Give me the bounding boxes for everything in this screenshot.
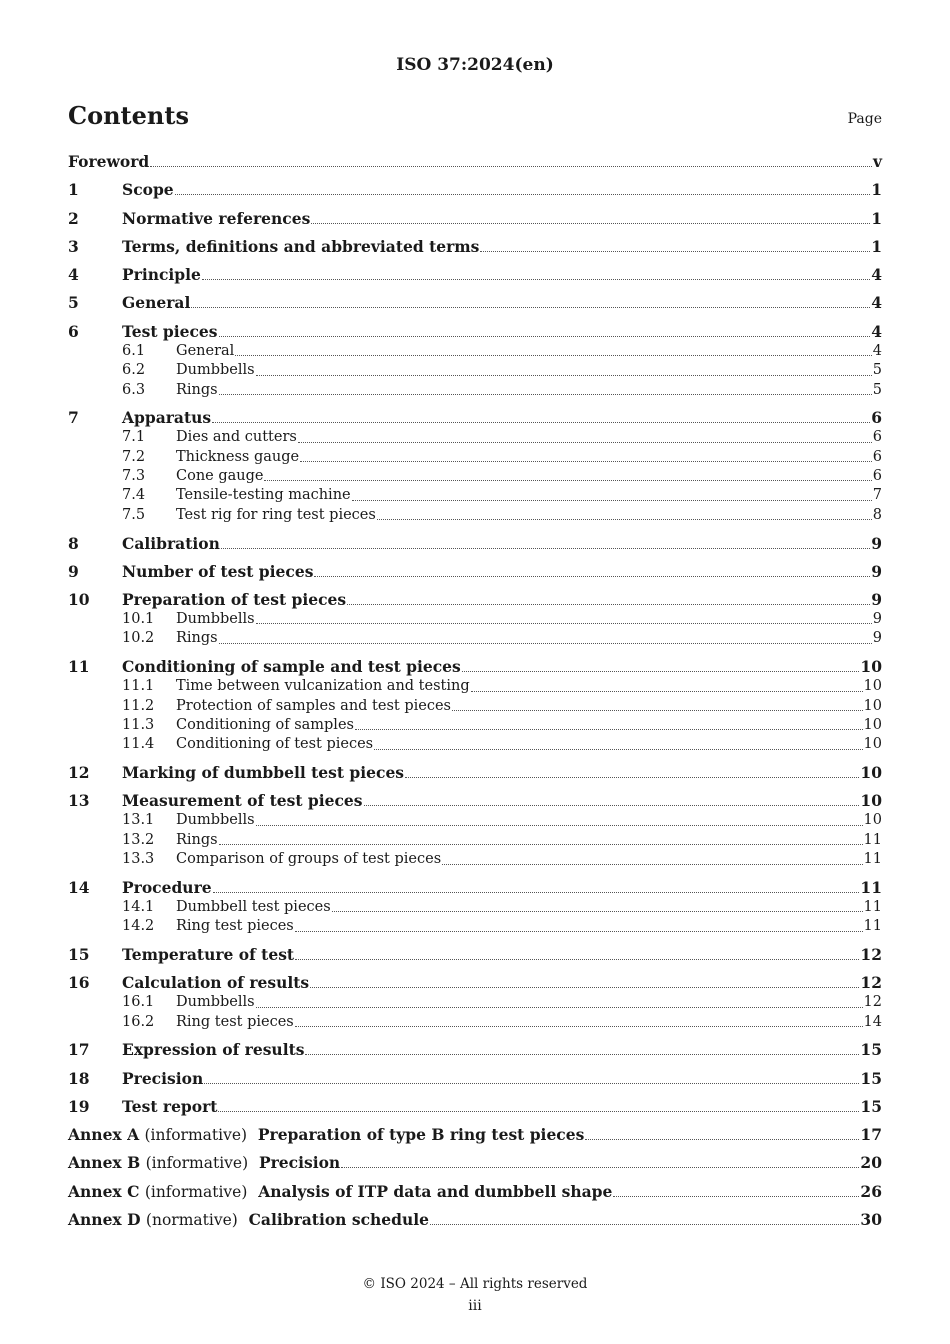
annex-id: Annex D [68, 1210, 141, 1230]
toc-page-number: 9 [871, 561, 882, 581]
toc-label: Procedure [122, 877, 212, 897]
toc-page-number: 10 [863, 736, 882, 753]
toc-number: 6.3 [122, 381, 146, 398]
toc-number: 14.2 [122, 918, 155, 935]
toc-label: Dumbbell test pieces [176, 898, 331, 915]
toc-page-number: 10 [860, 657, 882, 677]
toc-label: General [176, 342, 235, 359]
toc-number: 13.1 [122, 812, 155, 829]
toc-label: Rings [176, 630, 218, 647]
toc-page-number: 14 [863, 1013, 882, 1030]
annex-kind: (normative) [145, 1211, 238, 1230]
toc-number: 7.3 [122, 468, 146, 485]
spacer [247, 1125, 258, 1145]
dot-leader [150, 166, 872, 167]
dot-leader [452, 710, 863, 711]
dot-leader [235, 355, 871, 356]
toc-number: 10 [68, 590, 90, 610]
toc-number: 4 [68, 265, 79, 285]
annex-id: Annex A [68, 1125, 140, 1145]
toc-page-number: 30 [860, 1210, 882, 1230]
contents-title: Contents [68, 101, 189, 130]
toc-label: Dumbbells [176, 362, 255, 379]
toc-subentry[interactable] [68, 610, 882, 629]
toc-page-number: 9 [872, 611, 882, 628]
toc-page-number: 15 [860, 1096, 882, 1116]
toc-subentry[interactable] [68, 850, 882, 869]
dot-leader [305, 1054, 859, 1055]
toc-entry[interactable] [68, 973, 882, 993]
toc-entry[interactable] [68, 791, 882, 811]
toc-page-number: 1 [871, 208, 882, 228]
toc-number: 14.1 [122, 898, 155, 915]
toc-number: 13.3 [122, 851, 155, 868]
toc-number: 6.1 [122, 342, 146, 359]
toc-page-number: 4 [872, 342, 882, 359]
dot-leader [405, 777, 859, 778]
toc-entry[interactable] [68, 209, 882, 229]
toc-entry[interactable] [68, 265, 882, 285]
toc-page-number: 8 [872, 506, 882, 523]
toc-number: 11.3 [122, 716, 155, 733]
dot-leader [377, 519, 872, 520]
toc-number: 14 [68, 877, 90, 897]
toc-label: Calibration schedule [248, 1210, 430, 1230]
dot-leader [341, 1167, 859, 1168]
page-column-label: Page [847, 111, 882, 127]
dot-leader [347, 604, 870, 605]
toc-page-number: 9 [871, 590, 882, 610]
toc-number: 16.2 [122, 1013, 155, 1030]
toc-number: 11 [68, 657, 90, 677]
dot-leader [219, 643, 872, 644]
toc-page-number: 20 [860, 1153, 882, 1173]
dot-leader [219, 336, 871, 337]
toc-subentry[interactable] [68, 898, 882, 917]
toc-page-number: 1 [871, 236, 882, 256]
dot-leader [212, 422, 870, 423]
toc-page-number: 15 [860, 1068, 882, 1088]
toc-entry[interactable] [68, 590, 882, 610]
annex-id: Annex B [68, 1153, 141, 1173]
toc-label: Comparison of groups of test pieces [176, 851, 442, 868]
toc-label: Marking of dumbbell test pieces [122, 763, 405, 783]
toc-number: 7.5 [122, 506, 146, 523]
toc-label: Precision [258, 1153, 341, 1173]
toc-subentry[interactable] [68, 448, 882, 467]
toc-entry[interactable] [68, 322, 882, 342]
toc-label: Expression of results [122, 1040, 305, 1060]
toc-page-number: 1 [871, 180, 882, 200]
toc-label: Tensile-testing machine [176, 487, 351, 504]
toc-page-number: 17 [860, 1125, 882, 1145]
toc-entry[interactable] [68, 1210, 882, 1230]
toc-number: 16.1 [122, 994, 155, 1011]
toc-entry[interactable] [68, 237, 882, 257]
toc-number: 11.2 [122, 697, 155, 714]
toc-page-number: 10 [863, 812, 882, 829]
toc-label: Preparation of type B ring test pieces [257, 1125, 585, 1145]
toc-subentry[interactable] [68, 428, 882, 447]
annex-kind: (informative) [145, 1154, 249, 1173]
toc-page-number: 5 [872, 381, 882, 398]
toc-subentry[interactable] [68, 467, 882, 486]
toc-page-number: 4 [871, 321, 882, 341]
toc-label: Test pieces [122, 321, 218, 341]
toc-entry[interactable] [68, 945, 882, 965]
toc-number: 7.4 [122, 487, 146, 504]
toc-label: Dies and cutters [176, 429, 297, 446]
dot-leader [256, 623, 872, 624]
dot-leader [613, 1196, 859, 1197]
toc-page-number: 7 [872, 487, 882, 504]
toc-label: Apparatus [122, 408, 212, 428]
copyright-footer: © ISO 2024 – All rights reserved [362, 1276, 588, 1292]
toc-number: 10.1 [122, 611, 155, 628]
spacer [247, 1182, 258, 1202]
toc-entry[interactable] [68, 1097, 882, 1117]
toc-entry[interactable] [68, 180, 882, 200]
toc-page-number: 9 [872, 630, 882, 647]
dot-leader [442, 864, 862, 865]
toc-label: General [122, 293, 191, 313]
toc-subentry[interactable] [68, 506, 882, 525]
dot-leader [311, 223, 870, 224]
toc-label: Conditioning of sample and test pieces [122, 657, 461, 677]
toc-label: Ring test pieces [176, 1013, 294, 1030]
dot-leader [480, 251, 870, 252]
toc-entry[interactable] [68, 1182, 882, 1202]
toc-label: Principle [122, 265, 201, 285]
toc-label: Protection of samples and test pieces [176, 697, 451, 714]
toc-page-number: 10 [863, 697, 882, 714]
toc-page-number: 4 [871, 265, 882, 285]
toc-page-number: 11 [863, 918, 882, 935]
table-of-contents [68, 152, 882, 1230]
toc-entry[interactable] [68, 1125, 882, 1145]
toc-label: Normative references [122, 208, 311, 228]
toc-label: Number of test pieces [122, 561, 314, 581]
toc-number: 7 [68, 408, 79, 428]
toc-label: Precision [122, 1068, 204, 1088]
dot-leader [314, 576, 870, 577]
toc-label: Scope [122, 180, 174, 200]
toc-page-number: 10 [863, 678, 882, 695]
toc-number: 11.1 [122, 678, 155, 695]
dot-leader [213, 892, 860, 893]
dot-leader [310, 987, 859, 988]
dot-leader [430, 1224, 859, 1225]
dot-leader [374, 749, 862, 750]
toc-number: 6.2 [122, 362, 146, 379]
dot-leader [221, 548, 870, 549]
toc-label: Dumbbells [176, 611, 255, 628]
toc-label: Dumbbells [176, 994, 255, 1011]
toc-page-number: 9 [871, 533, 882, 553]
toc-number: 13.2 [122, 831, 155, 848]
toc-entry[interactable] [68, 152, 882, 172]
dot-leader [352, 500, 872, 501]
dot-leader [191, 307, 870, 308]
dot-leader [219, 394, 872, 395]
toc-number: 2 [68, 208, 79, 228]
toc-label: Calculation of results [122, 973, 310, 993]
toc-entry[interactable] [68, 1153, 882, 1173]
toc-entry[interactable] [68, 293, 882, 313]
toc-page-number: 10 [863, 716, 882, 733]
toc-label: Calibration [122, 533, 220, 553]
dot-leader [471, 691, 863, 692]
toc-number: 3 [68, 236, 79, 256]
toc-subentry[interactable] [68, 993, 882, 1012]
annex-kind: (informative) [144, 1126, 248, 1145]
toc-label: Rings [176, 381, 218, 398]
dot-leader [256, 375, 872, 376]
toc-page-number: 12 [860, 973, 882, 993]
toc-subentry[interactable] [68, 1013, 882, 1032]
toc-subentry[interactable] [68, 677, 882, 696]
dot-leader [355, 729, 863, 730]
toc-entry[interactable] [68, 1069, 882, 1089]
dot-leader [364, 805, 860, 806]
toc-page-number: 10 [860, 791, 882, 811]
toc-page-number: 10 [860, 763, 882, 783]
toc-page-number: 5 [872, 362, 882, 379]
toc-page-number: 6 [871, 408, 882, 428]
toc-label: Foreword [68, 152, 150, 171]
toc-page-number: 6 [872, 468, 882, 485]
spacer [248, 1153, 259, 1173]
toc-number: 7.2 [122, 448, 146, 465]
toc-number: 10.2 [122, 630, 155, 647]
toc-number: 15 [68, 944, 90, 964]
toc-number: 11.4 [122, 736, 155, 753]
dot-leader [295, 959, 859, 960]
toc-page-number: 11 [863, 831, 882, 848]
toc-label: Test report [122, 1096, 218, 1116]
dot-leader [204, 1083, 859, 1084]
toc-entry[interactable] [68, 534, 882, 554]
toc-page-number: 26 [860, 1181, 882, 1201]
dot-leader [462, 671, 860, 672]
toc-label: Conditioning of samples [176, 716, 354, 733]
toc-number: 5 [68, 293, 79, 313]
toc-subentry[interactable] [68, 716, 882, 735]
toc-entry[interactable] [68, 562, 882, 582]
toc-subentry[interactable] [68, 381, 882, 400]
toc-subentry[interactable] [68, 342, 882, 361]
toc-entry[interactable] [68, 1040, 882, 1060]
toc-page-number: 12 [863, 994, 882, 1011]
toc-subentry[interactable] [68, 629, 882, 648]
toc-number: 17 [68, 1040, 90, 1060]
toc-number: 7.1 [122, 429, 146, 446]
toc-label: Test rig for ring test pieces [176, 506, 376, 523]
dot-leader [218, 1111, 859, 1112]
dot-leader [256, 825, 863, 826]
toc-subentry[interactable] [68, 811, 882, 830]
toc-label: Analysis of ITP data and dumbbell shape [258, 1181, 613, 1201]
toc-page-number: 12 [860, 944, 882, 964]
dot-leader [295, 931, 863, 932]
toc-number: 8 [68, 533, 79, 553]
toc-page-number: v [872, 152, 882, 171]
toc-label: Dumbbells [176, 812, 255, 829]
dot-leader [300, 461, 872, 462]
toc-page-number: 6 [872, 429, 882, 446]
toc-number: 13 [68, 791, 90, 811]
toc-page-number: 11 [863, 851, 882, 868]
toc-page-number: 6 [872, 448, 882, 465]
spacer [238, 1210, 249, 1230]
toc-number: 19 [68, 1096, 90, 1116]
toc-label: Ring test pieces [176, 918, 294, 935]
toc-number: 9 [68, 561, 79, 581]
toc-subentry[interactable] [68, 486, 882, 505]
toc-number: 6 [68, 321, 79, 341]
toc-number: 12 [68, 763, 90, 783]
toc-label: Cone gauge [176, 468, 264, 485]
toc-number: 1 [68, 180, 79, 200]
toc-page-number: 4 [871, 293, 882, 313]
dot-leader [256, 1007, 863, 1008]
toc-page-number: 11 [863, 898, 882, 915]
toc-label: Rings [176, 831, 218, 848]
toc-entry[interactable] [68, 657, 882, 677]
dot-leader [202, 279, 870, 280]
toc-subentry[interactable] [68, 735, 882, 754]
toc-label: Terms, definitions and abbreviated terms [122, 236, 480, 256]
toc-number: 18 [68, 1068, 90, 1088]
toc-label: Time between vulcanization and testing [176, 678, 470, 695]
dot-leader [585, 1139, 859, 1140]
dot-leader [175, 194, 871, 195]
toc-label: Conditioning of test pieces [176, 736, 374, 753]
toc-label: Thickness gauge [176, 448, 300, 465]
page-number: iii [468, 1298, 482, 1314]
toc-entry[interactable] [68, 878, 882, 898]
annex-id: Annex C [68, 1181, 140, 1201]
toc-label: Temperature of test [122, 944, 295, 964]
toc-page-number: 11 [860, 877, 882, 897]
dot-leader [332, 911, 863, 912]
toc-subentry[interactable] [68, 361, 882, 380]
annex-kind: (informative) [144, 1182, 248, 1201]
dot-leader [219, 844, 863, 845]
toc-subentry[interactable] [68, 697, 882, 716]
toc-entry[interactable] [68, 763, 882, 783]
toc-label: Measurement of test pieces [122, 791, 363, 811]
toc-label: Preparation of test pieces [122, 590, 347, 610]
dot-leader [264, 480, 871, 481]
toc-number: 16 [68, 973, 90, 993]
toc-subentry[interactable] [68, 917, 882, 936]
document-id-header: ISO 37:2024(en) [396, 55, 554, 75]
dot-leader [298, 442, 872, 443]
toc-entry[interactable] [68, 408, 882, 428]
dot-leader [295, 1026, 863, 1027]
toc-subentry[interactable] [68, 831, 882, 850]
toc-page-number: 15 [860, 1040, 882, 1060]
